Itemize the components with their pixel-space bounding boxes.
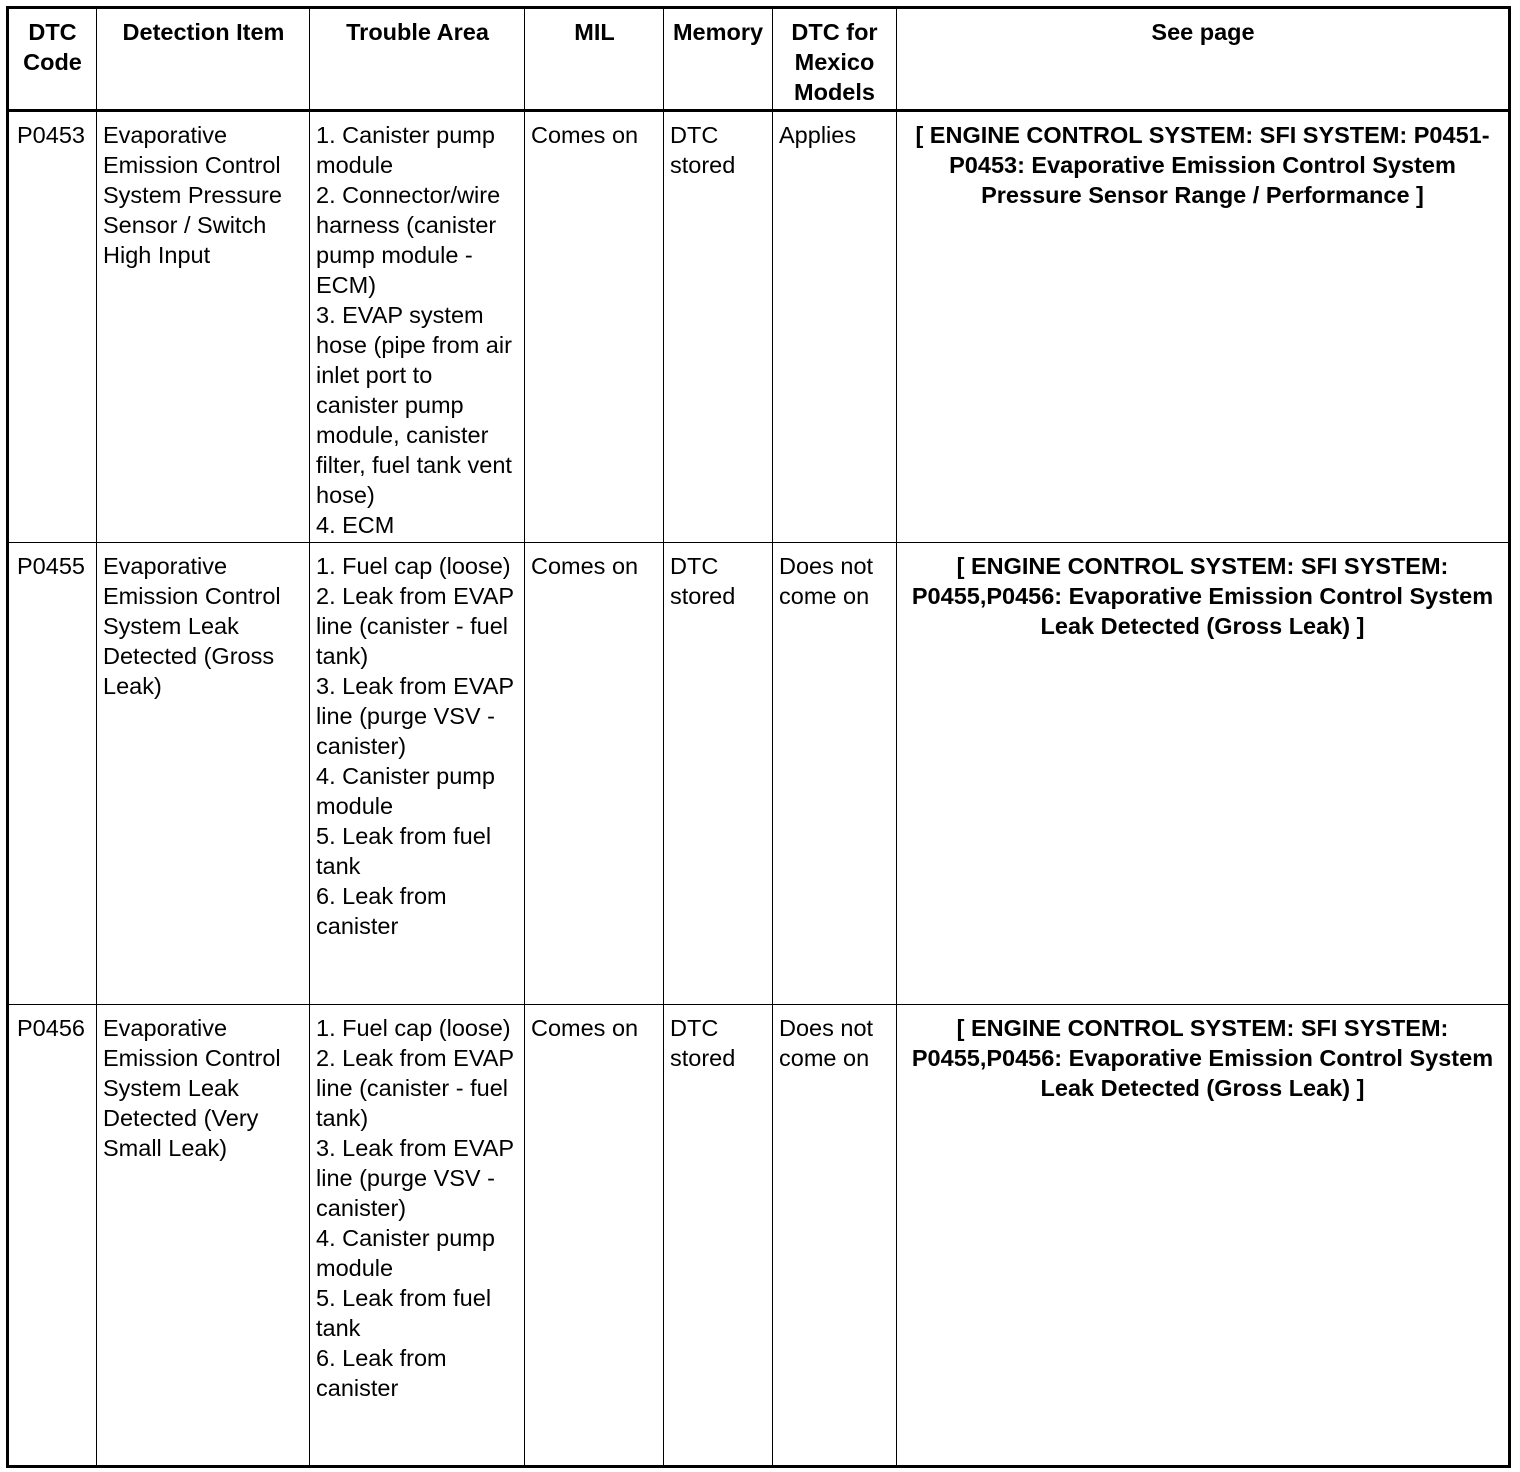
dtc-code-cell: P0456 <box>8 1005 97 1467</box>
memory-cell: DTC stored <box>664 543 773 1005</box>
trouble-area-item: 4. Canister pump module <box>316 1225 495 1281</box>
detection-item-cell: Evaporative Emission Control System Pressure Sensor / Switch High Input <box>97 111 310 543</box>
memory-cell: DTC stored <box>664 1005 773 1467</box>
see-page-link[interactable]: [ ENGINE CONTROL SYSTEM: SFI SYSTEM: P0455,P0456: Evaporative Emission Control System Leak Detected (Gross Leak) ] <box>897 1005 1510 1467</box>
trouble-area-cell <box>310 543 525 1005</box>
memory-cell: DTC stored <box>664 111 773 543</box>
header-memory: Memory <box>664 8 773 111</box>
trouble-area-item: 4. Canister pump module <box>316 763 495 819</box>
mexico-models-cell: Applies <box>773 111 897 543</box>
mexico-models-cell: Does not come on <box>773 543 897 1005</box>
trouble-area-item: 5. Leak from fuel tank <box>316 1285 492 1341</box>
mil-cell: Comes on <box>525 1005 664 1467</box>
see-page-link[interactable]: [ ENGINE CONTROL SYSTEM: SFI SYSTEM: P0455,P0456: Evaporative Emission Control System Leak Detected (Gross Leak) ] <box>897 543 1510 1005</box>
header-see-page: See page <box>897 8 1510 111</box>
see-page-link[interactable]: [ ENGINE CONTROL SYSTEM: SFI SYSTEM: P0451-P0453: Evaporative Emission Control System Pressure Sensor Range / Performance ] <box>897 111 1510 543</box>
dtc-code-cell: P0453 <box>8 111 97 543</box>
trouble-area-item: 3. Leak from EVAP line (purge VSV - canister) <box>316 1135 514 1221</box>
table-body <box>8 111 1510 1467</box>
detection-item-cell: Evaporative Emission Control System Leak Detected (Gross Leak) <box>97 543 310 1005</box>
trouble-area-item: 6. Leak from canister <box>316 883 447 939</box>
trouble-area-item: 1. Fuel cap (loose) <box>316 553 511 579</box>
mil-cell: Comes on <box>525 111 664 543</box>
trouble-area-item: 3. EVAP system hose (pipe from air inlet port to canister pump module, canister filter, fuel tank vent hose) <box>316 302 512 508</box>
header-trouble-area: Trouble Area <box>310 8 525 111</box>
trouble-area-item: 6. Leak from canister <box>316 1345 447 1401</box>
mil-cell: Comes on <box>525 543 664 1005</box>
trouble-area-item: 1. Canister pump module <box>316 122 495 178</box>
trouble-area-item: 4. ECM <box>316 512 395 538</box>
trouble-area-item: 1. Fuel cap (loose) <box>316 1015 511 1041</box>
dtc-table <box>6 6 1511 1468</box>
dtc-code-cell: P0455 <box>8 543 97 1005</box>
detection-item-cell: Evaporative Emission Control System Leak Detected (Very Small Leak) <box>97 1005 310 1467</box>
header-mil: MIL <box>525 8 664 111</box>
trouble-area-item: 3. Leak from EVAP line (purge VSV - canister) <box>316 673 514 759</box>
trouble-area-item: 2. Leak from EVAP line (canister - fuel tank) <box>316 583 514 669</box>
header-mexico-models: DTC for Mexico Models <box>773 8 897 111</box>
header-detection-item: Detection Item <box>97 8 310 111</box>
trouble-area-cell <box>310 1005 525 1467</box>
table-row <box>8 111 1510 543</box>
header-dtc-code: DTC Code <box>8 8 97 111</box>
table-row <box>8 543 1510 1005</box>
trouble-area-item: 2. Connector/wire harness (canister pump module - ECM) <box>316 182 501 298</box>
header-row <box>8 8 1510 111</box>
mexico-models-cell: Does not come on <box>773 1005 897 1467</box>
trouble-area-item: 5. Leak from fuel tank <box>316 823 492 879</box>
table-row <box>8 1005 1510 1467</box>
table-header <box>8 8 1510 111</box>
trouble-area-cell <box>310 111 525 543</box>
trouble-area-item: 2. Leak from EVAP line (canister - fuel tank) <box>316 1045 514 1131</box>
